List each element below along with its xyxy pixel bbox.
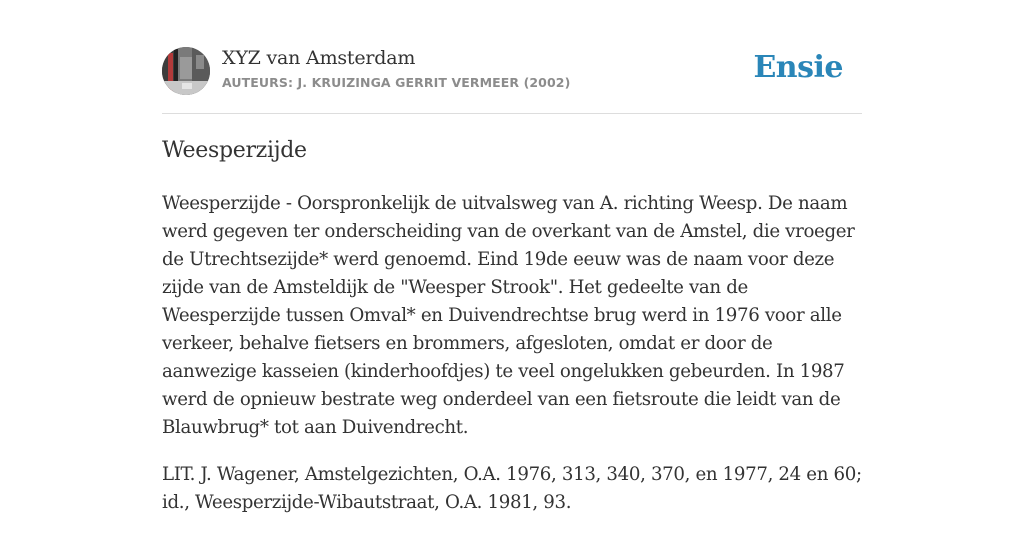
entry-paragraph: Weesperzijde - Oorspronkelijk de uitvalsweg van A. richting Weesp. De naam werd gegeven ter onderscheiding van de overkant van de Amstel, die vroeger de Utrechtsezijde* werd genoemd. Eind 19de eeuw was de naam voor deze zijde van de Amsteldijk de "Weesper Strook". Het gedeelte van de Weesperzijde tussen Omval* en Duivendrechtse brug werd in 1976 voor alle verkeer, behalve fietsers en brommers, afgesloten, omdat er door de aanwezige kasseien (kinderhoofdjes) te veel ongelukken gebeurden. In 1987 werd de opnieuw bestrate weg onderdeel van een fietsroute die leidt van de Blauwbrug* tot aan Duivendrecht.: [162, 193, 855, 438]
source-header: [162, 46, 862, 96]
source-cover-image: [162, 47, 210, 95]
source-title[interactable]: XYZ van Amsterdam: [222, 47, 416, 69]
entry-body: [162, 190, 862, 536]
source-authors: AUTEURS: J. KRUIZINGA GERRIT VERMEER (2002): [222, 75, 571, 90]
header-divider: [162, 113, 862, 114]
brand-logo[interactable]: Ensie: [753, 50, 843, 85]
source-avatar[interactable]: [162, 47, 210, 95]
entry-literature: LIT. J. Wagener, Amstelgezichten, O.A. 1976, 313, 340, 370, en 1977, 24 en 60; id., Weesperzijde-Wibautstraat, O.A. 1981, 93.: [162, 464, 862, 513]
entry-title: Weesperzijde: [162, 138, 307, 163]
